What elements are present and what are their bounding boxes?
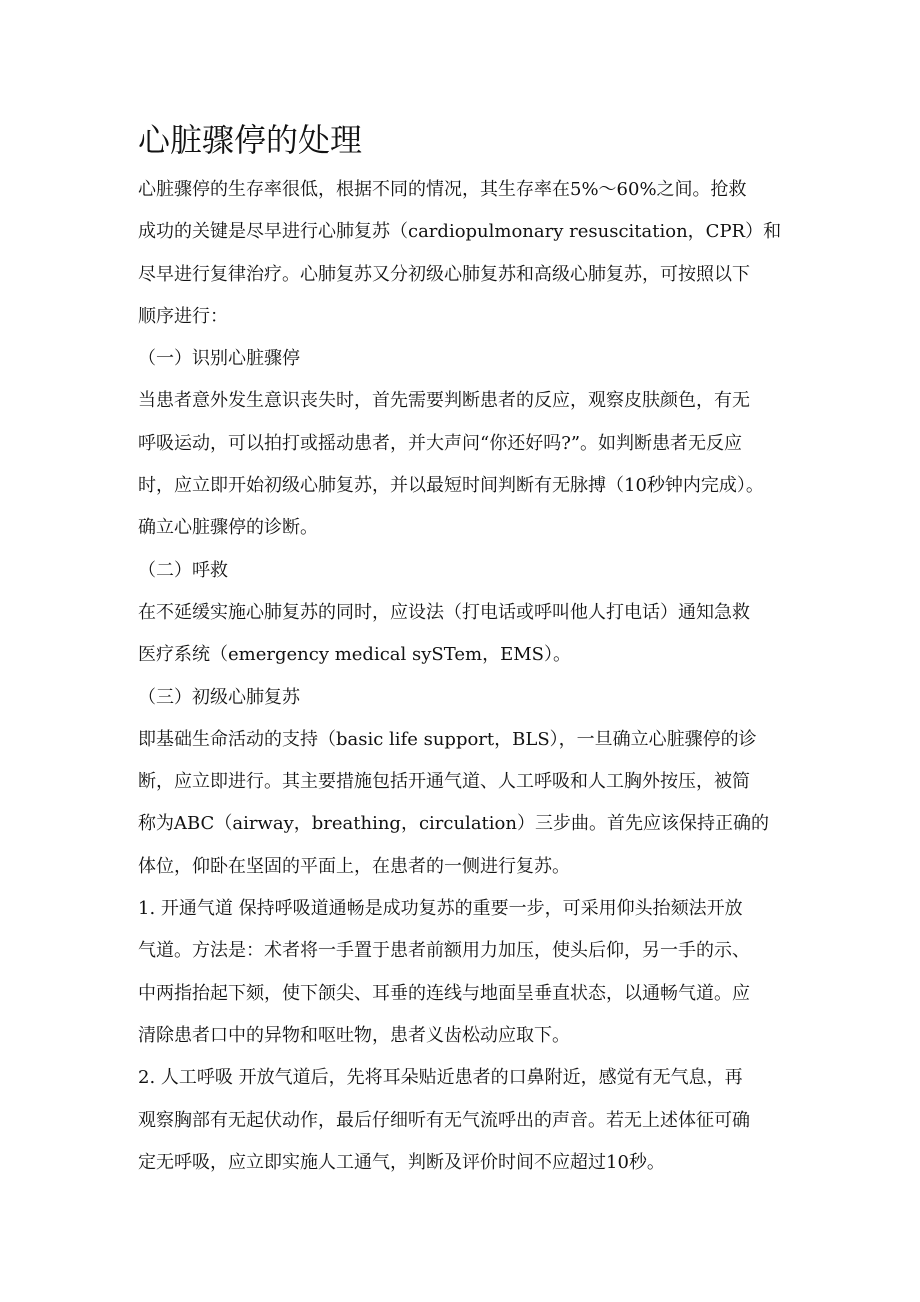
text-line: 确立心脏骤停的诊断。 xyxy=(138,517,318,539)
text-line: 断，应立即进行。其主要措施包括开通气道、人工呼吸和人工胸外按压，被简 xyxy=(138,771,750,793)
text-line: 成功的关键是尽早进行心肺复苏（cardiopulmonary resuscitation，CPR）和 xyxy=(138,221,782,243)
text-line: 中两指抬起下颏，使下颌尖、耳垂的连线与地面呈垂直状态，以通畅气道。应 xyxy=(138,982,750,1004)
text-line: 2. 人工呼吸 开放气道后，先将耳朵贴近患者的口鼻附近，感觉有无气息，再 xyxy=(138,1067,743,1089)
text-line: （二）呼救 xyxy=(138,559,228,581)
document-title: 心脏骤停的处理 xyxy=(138,121,363,159)
document-body xyxy=(138,169,818,1184)
text-line: 在不延缓实施心肺复苏的同时，应设法（打电话或呼叫他人打电话）通知急救 xyxy=(138,601,750,623)
text-line: 气道。方法是：术者将一手置于患者前额用力加压，使头后仰，另一手的示、 xyxy=(138,940,750,962)
text-line: 1. 开通气道 保持呼吸道通畅是成功复苏的重要一步，可采用仰头抬颏法开放 xyxy=(138,898,743,920)
text-line: 当患者意外发生意识丧失时，首先需要判断患者的反应，观察皮肤颜色，有无 xyxy=(138,390,750,412)
text-line: 心脏骤停的生存率很低，根据不同的情况，其生存率在5%～60%之间。抢救 xyxy=(138,179,747,200)
text-line: 顺序进行： xyxy=(138,305,228,327)
text-line: 称为ABC（airway，breathing，circulation）三步曲。首先应该保持正确的 xyxy=(138,813,769,835)
text-line: 医疗系统（emergency medical sySTem，EMS）。 xyxy=(138,644,571,666)
text-line: 观察胸部有无起伏动作，最后仔细听有无气流呼出的声音。若无上述体征可确 xyxy=(138,1109,750,1131)
text-line: （一）识别心脏骤停 xyxy=(138,348,300,370)
text-line: （三）初级心肺复苏 xyxy=(138,686,300,708)
text-line: 定无呼吸，应立即实施人工通气，判断及评价时间不应超过10秒。 xyxy=(138,1151,665,1173)
text-line: 即基础生命活动的支持（basic life support，BLS），一旦确立心脏骤停的诊 xyxy=(138,728,757,750)
text-line: 呼吸运动，可以拍打或摇动患者，并大声问“你还好吗?”。如判断患者无反应 xyxy=(138,432,743,454)
text-line: 尽早进行复律治疗。心肺复苏又分初级心肺复苏和高级心肺复苏，可按照以下 xyxy=(138,263,750,285)
text-line: 清除患者口中的异物和呕吐物，患者义齿松动应取下。 xyxy=(138,1024,570,1046)
text-line: 时，应立即开始初级心肺复苏，并以最短时间判断有无脉搏（10秒钟内完成）。 xyxy=(138,475,764,497)
text-line: 体位，仰卧在坚固的平面上，在患者的一侧进行复苏。 xyxy=(138,855,570,877)
